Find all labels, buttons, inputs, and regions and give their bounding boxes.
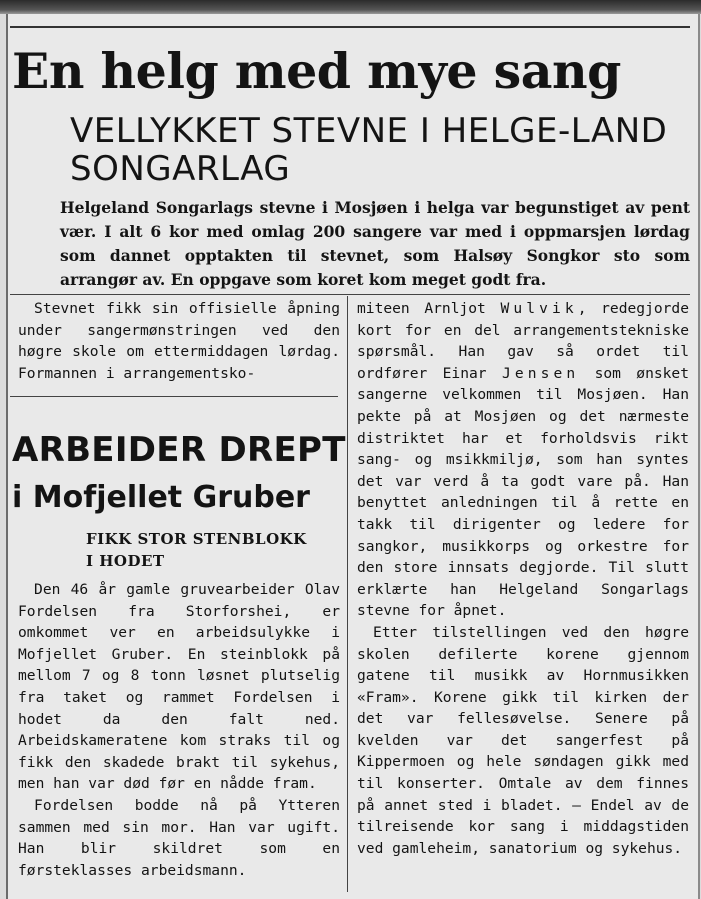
- article-separator-rule: [10, 396, 338, 397]
- column-divider: [347, 296, 348, 892]
- kicker-line: FIKK STOR STENBLOKK: [86, 530, 307, 548]
- body-text-span: som ønsket sangerne velkommen til Mosjøen. Han pekte på at Mosjøen og det nærmeste distriktet har et forholdsvis rikt sang- og msikkmiljø, som han syntes det var verd å ta godt vare på. Han benyttet anledningen til å rette en takk til dirigenter og ledere for sangkor, musikkorps og orkestre for den store innsats degjorde. Til slutt erklærte han Helgeland Songarlags stevne for åpnet.: [357, 364, 689, 620]
- second-article-headline: ARBEIDER DREPT: [12, 430, 346, 470]
- spaced-name: Wulvik: [500, 300, 578, 317]
- article-headline: En helg med mye sang: [12, 42, 621, 100]
- top-rule: [10, 26, 690, 28]
- right-column: [357, 298, 689, 859]
- second-article-kicker: [86, 528, 336, 572]
- article-subhead: VELLYKKET STEVNE I HELGE-LAND SONGARLAG: [70, 111, 668, 189]
- left-column: [18, 298, 340, 384]
- body-text-span: , redegjorde kort for en del arrangementstekniske spørsmål. Han gav så ordet til ordfører Einar: [357, 300, 690, 382]
- scan-top-edge: [0, 0, 701, 14]
- spaced-name: Jensen: [501, 364, 580, 382]
- kicker-line: I HODET: [86, 552, 165, 570]
- article-body-left: Stevnet fikk sin offisielle åpning under sangermønstringen ved den høgre skole om ettermiddagen lørdag. Formannen i arrangementsko-: [18, 300, 340, 382]
- article-body-right: [357, 298, 689, 622]
- second-article-headline-line2: i Mofjellet Gruber: [12, 480, 310, 515]
- body-text-span: miteen Arnljot: [357, 300, 501, 317]
- lead-rule: [10, 294, 690, 295]
- second-article-paragraph: Den 46 år gamle gruvearbeider Olav Fordelsen fra Storforshei, er omkommet ver en arbeidsulykke i Mofjellet Gruber. En steinblokk på mellom 7 og 8 tonn løsnet plutselig fra taket og rammet Fordelsen i hodet da den falt ned. Arbeidskameratene kom straks til og fikk den skadede brakt til sykehus, men han var død før en nådde fram.: [18, 581, 340, 793]
- second-article-body: [18, 579, 340, 881]
- article-lead: Helgeland Songarlags stevne i Mosjøen i helga var begunstiget av pent vær. I alt 6 kor med omlag 200 sangere var med i oppmarsjen lørdag som dannet opptakten til stevnet, som Halsøy Songkor sto som arrangør av. En oppgave som koret kom meget godt fra.: [60, 198, 690, 289]
- second-article-paragraph: Fordelsen bodde nå på Ytteren sammen med sin mor. Han var ugift. Han blir skildret som en førsteklasses arbeidsmann.: [18, 796, 340, 879]
- article-body-right-paragraph: Etter tilstellingen ved den høgre skolen defilerte korene gjennom gatene til musikk av Hornmusikken «Fram». Korene gikk til kirken der det var fellesøvelse. Senere på kvelden var det sangerfest på Kippermoen og hele søndagen gikk med til konserter. Omtale av dem finnes på annet sted i bladet. — Endel av de tilreisende kor sang i middagstiden ved gamleheim, sanatorium og sykehus.: [357, 623, 689, 857]
